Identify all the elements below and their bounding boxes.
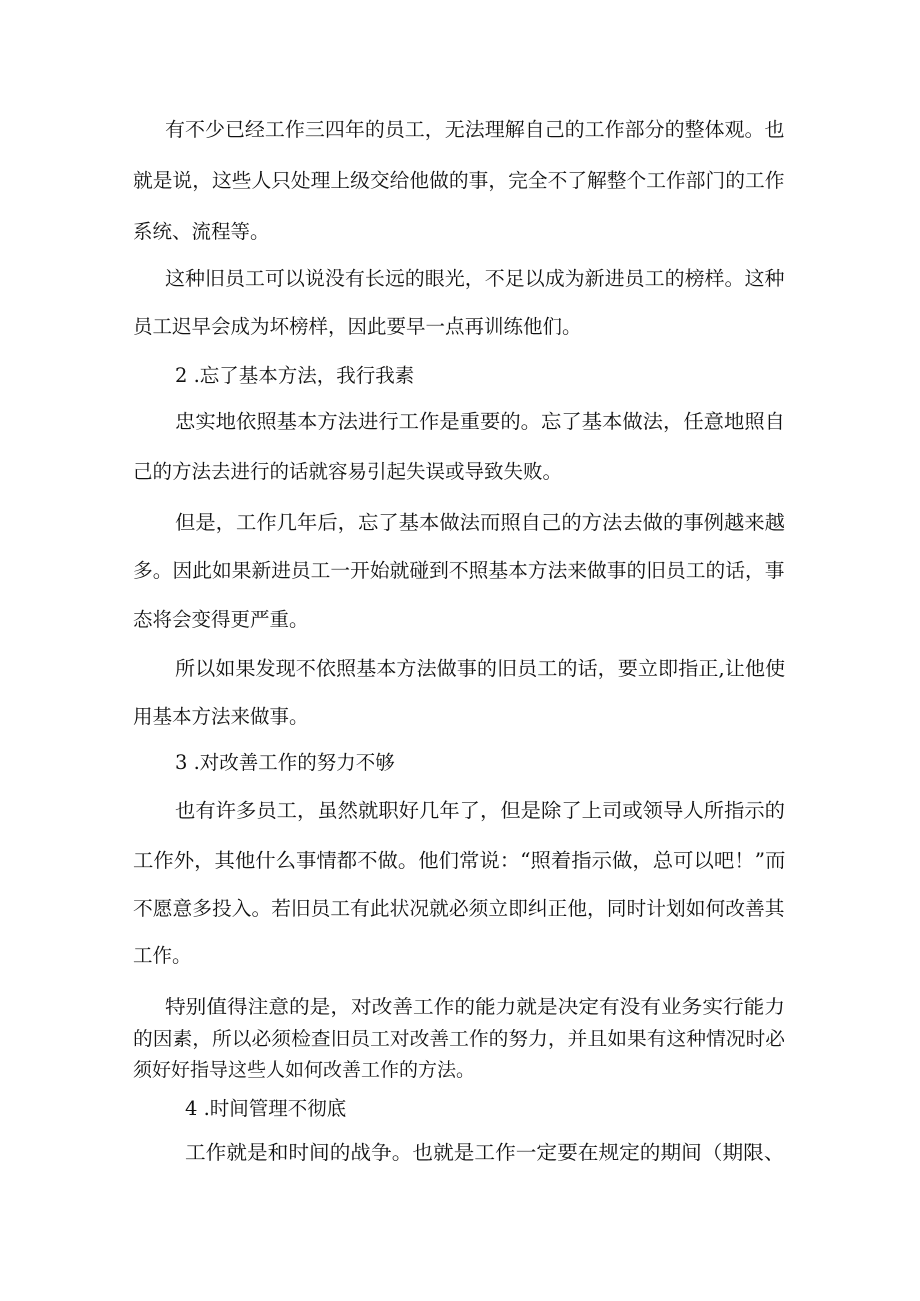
text-line: 特别值得注意的是，对改善工作的能力就是决定有没有业务实行能力 [165,996,786,1018]
text-line: 不愿意多投入。若旧员工有此状况就必须立即纠正他，同时计划如何改善其 [133,897,785,920]
text-line: 这种旧员工可以说没有长远的眼光，不足以成为新进员工的榜样。这种 [165,267,785,290]
text-line: 所以如果发现不依照基本方法做事的旧员工的话，要立即指正,让他使 [175,657,786,680]
text-line: 工作就是和时间的战争。也就是工作一定要在规定的期间（期限、 [185,1141,785,1164]
section-heading: 4 .时间管理不彻底 [185,1097,347,1120]
text-line: 也有许多员工，虽然就职好几年了，但是除了上司或领导人所指示的 [175,799,785,822]
text-line: 系统、流程等。 [133,220,270,243]
text-line: 用基本方法来做事。 [133,705,309,728]
text-line: 有不少已经工作三四年的员工，无法理解自己的工作部分的整体观。也 [165,118,785,141]
text-line: 须好好指导这些人如何改善工作的方法。 [133,1059,476,1081]
text-line: 的因素，所以必须检查旧员工对改善工作的努力，并且如果有这种情况时必 [133,1028,786,1050]
text-line: 但是，工作几年后，忘了基本做法而照自己的方法去做的事例越来越 [175,511,785,534]
section-heading: 3 .对改善工作的努力不够 [175,751,395,774]
text-line: 态将会变得更严重。 [133,608,309,631]
text-line: 忠实地依照基本方法进行工作是重要的。忘了基本做法，任意地照自 [175,410,785,433]
text-line: 就是说，这些人只处理上级交给他做的事，完全不了解整个工作部门的工作 [133,169,785,192]
text-line: 工作。 [133,944,192,967]
text-line: 多。因此如果新进员工一开始就碰到不照基本方法来做事的旧员工的话，事 [133,559,785,582]
section-heading: 2 .忘了基本方法，我行我素 [175,364,415,387]
text-line: 员工迟早会成为坏榜样，因此要早一点再训练他们。 [133,315,582,338]
text-line: 工作外，其他什么事情都不做。他们常说：“照着指示做，总可以吧！”而 [133,849,786,872]
text-line: 己的方法去进行的话就容易引起失误或导致失败。 [133,460,563,483]
